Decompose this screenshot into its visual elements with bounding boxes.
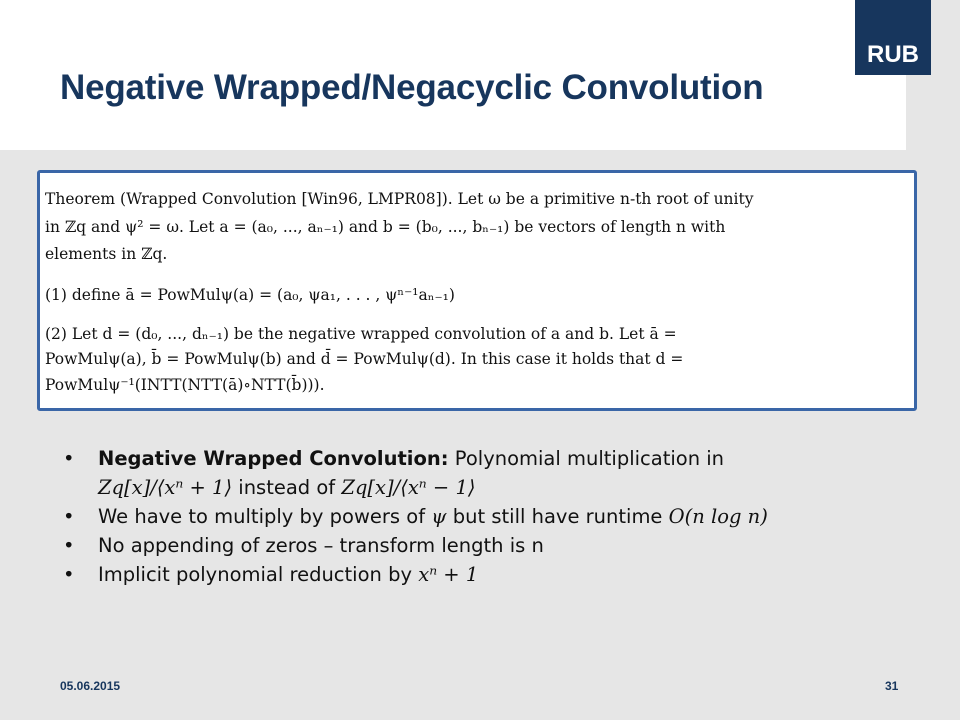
footer-date: 05.06.2015 xyxy=(60,679,121,693)
bullet-dot: • xyxy=(63,534,75,557)
bullet-item xyxy=(63,444,768,502)
page-number: 31 xyxy=(885,679,899,693)
rub-logo xyxy=(855,0,931,75)
bullet-dot: • xyxy=(63,505,75,528)
bullet-item xyxy=(63,531,768,560)
theorem-box xyxy=(37,170,917,411)
theorem-line-7: PowMulψ⁻¹(INTT(NTT(ā)∘NTT(b̄))). xyxy=(45,376,325,394)
math-expression: ψ xyxy=(431,505,447,528)
bullet-text: but still have runtime xyxy=(446,505,669,528)
math-expression: Zq[x]/⟨xⁿ + 1⟩ xyxy=(98,476,233,499)
theorem-line-6: PowMulψ(a), b̄ = PowMulψ(b) and d̄ = PowMulψ(d). In this case it holds that d = xyxy=(45,350,684,368)
math-expression: xⁿ + 1 xyxy=(418,563,479,586)
bullet-item xyxy=(63,502,768,531)
bullet-list xyxy=(63,444,768,589)
theorem-line-3: elements in ℤq. xyxy=(45,245,168,263)
theorem-line-5: (2) Let d = (d₀, ..., dₙ₋₁) be the negative wrapped convolution of a and b. Let ā = xyxy=(45,325,677,343)
bullet-text: No appending of zeros – transform length is n xyxy=(98,534,544,557)
bullet-text: Implicit polynomial reduction by xyxy=(98,563,419,586)
logo-text: RUB xyxy=(867,41,919,68)
math-expression: Zq[x]/⟨xⁿ − 1⟩ xyxy=(341,476,476,499)
theorem-line-4: (1) define ā = PowMulψ(a) = (a₀, ψa₁, . . . , ψⁿ⁻¹aₙ₋₁) xyxy=(45,286,455,304)
bullet-dot: • xyxy=(63,563,75,586)
bullet-bold-text: Negative Wrapped Convolution: xyxy=(98,447,449,470)
bullet-dot: • xyxy=(63,447,75,470)
theorem-line-2: in ℤq and ψ² = ω. Let a = (a₀, ..., aₙ₋₁) and b = (b₀, ..., bₙ₋₁) be vectors of length n with xyxy=(45,218,726,236)
bullet-text: We have to multiply by powers of xyxy=(98,505,432,528)
bullet-text: Polynomial multiplication in xyxy=(448,447,725,470)
bullet-item xyxy=(63,560,768,589)
bullet-text: instead of xyxy=(232,476,342,499)
math-expression: O(n log n) xyxy=(668,505,768,528)
slide-title: Negative Wrapped/Negacyclic Convolution xyxy=(60,68,764,107)
theorem-line-1: Theorem (Wrapped Convolution [Win96, LMPR08]). Let ω be a primitive n-th root of unity xyxy=(45,190,754,208)
